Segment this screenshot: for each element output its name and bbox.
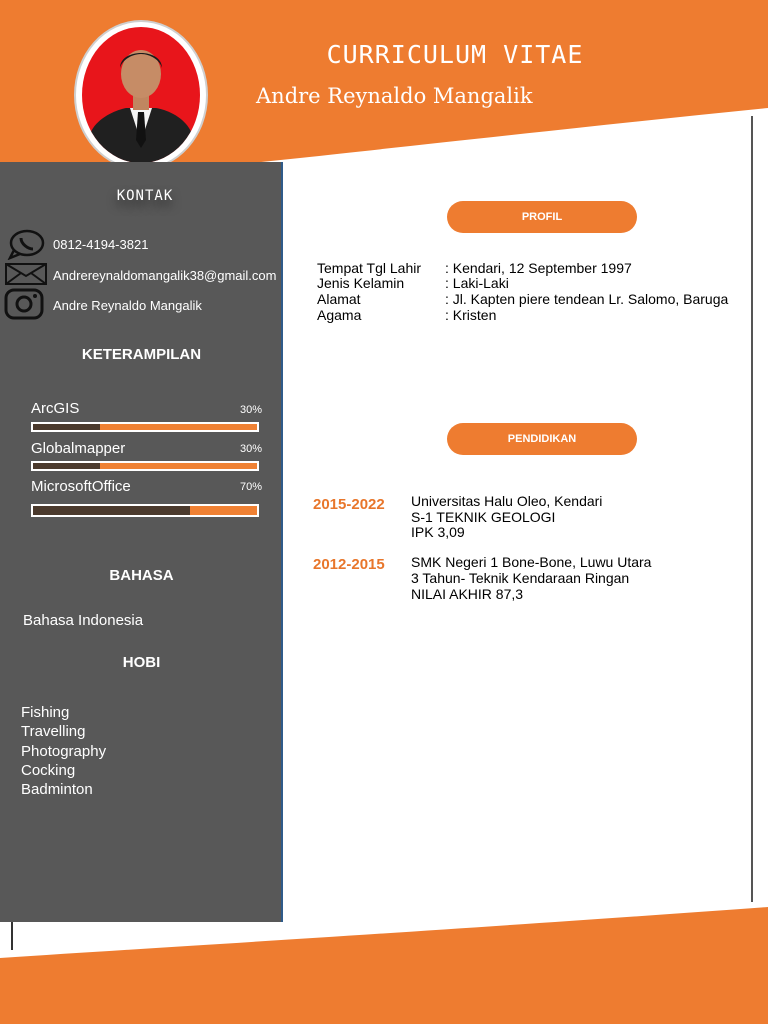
left-rule xyxy=(11,922,13,950)
skill-name: ArcGIS xyxy=(31,400,80,417)
skill-name: Globalmapper xyxy=(31,440,126,457)
contact-instagram[interactable]: Andre Reynaldo Mangalik xyxy=(53,298,202,313)
skill-bar-fill xyxy=(33,424,100,430)
cv-title: CURRICULUM VITAE xyxy=(326,40,584,69)
skill-percent: 70% xyxy=(239,481,262,493)
profile-photo xyxy=(74,20,208,170)
education-institution: SMK Negeri 1 Bone-Bone, Luwu Utara xyxy=(411,554,652,570)
person-name: Andre Reynaldo Mangalik xyxy=(256,84,533,108)
mail-icon xyxy=(4,262,48,291)
skill-bar-track xyxy=(33,506,257,515)
hobby-item: Cocking xyxy=(21,762,76,779)
education-program: S-1 TEKNIK GEOLOGI xyxy=(411,509,556,525)
education-years: 2012-2015 xyxy=(313,556,385,573)
skill-bar xyxy=(31,422,259,432)
profile-value: : Kristen xyxy=(445,307,497,323)
contact-email[interactable]: Andrereynaldomangalik38@gmail.com xyxy=(53,268,277,283)
profile-label: Tempat Tgl Lahir xyxy=(317,260,422,276)
contact-heading: KONTAK xyxy=(116,188,174,204)
footer-wave xyxy=(0,907,768,1024)
skill-percent: 30% xyxy=(239,443,262,455)
skill-bar-fill xyxy=(33,506,190,515)
profile-value: : Jl. Kapten piere tendean Lr. Salomo, Baruga xyxy=(445,291,729,307)
skill-name: MicrosoftOffice xyxy=(31,478,131,495)
whatsapp-icon xyxy=(6,228,46,265)
contact-phone[interactable]: 0812-4194-3821 xyxy=(53,237,149,252)
hobby-item: Badminton xyxy=(21,781,93,798)
education-score: IPK 3,09 xyxy=(411,524,465,540)
profile-value: : Kendari, 12 September 1997 xyxy=(445,260,632,276)
education-institution: Universitas Halu Oleo, Kendari xyxy=(411,493,603,509)
hobbies-heading: HOBI xyxy=(122,654,161,671)
language-heading: BAHASA xyxy=(109,567,174,584)
hobby-item: Travelling xyxy=(21,723,86,740)
profile-label: Jenis Kelamin xyxy=(317,275,405,291)
profile-label: Agama xyxy=(317,307,362,323)
education-years: 2015-2022 xyxy=(313,496,385,513)
right-rule xyxy=(751,116,753,902)
portrait-image xyxy=(76,22,206,168)
skill-bar-track xyxy=(33,463,257,469)
skill-percent: 30% xyxy=(239,404,262,416)
skill-bar-fill xyxy=(33,463,100,469)
education-program: 3 Tahun- Teknik Kendaraan Ringan xyxy=(411,570,630,586)
skill-bar-track xyxy=(33,424,257,430)
skills-heading: KETERAMPILAN xyxy=(81,346,202,363)
profile-label: Alamat xyxy=(317,291,361,307)
hobby-item: Photography xyxy=(21,743,107,760)
profile-heading: PROFIL xyxy=(447,201,637,233)
skill-bar xyxy=(31,504,259,517)
education-score: NILAI AKHIR 87,3 xyxy=(411,586,524,602)
hobby-item: Fishing xyxy=(21,704,70,721)
instagram-icon xyxy=(4,288,44,325)
skill-bar xyxy=(31,461,259,471)
education-heading: PENDIDIKAN xyxy=(447,423,637,455)
profile-value: : Laki-Laki xyxy=(445,275,509,291)
language-item: Bahasa Indonesia xyxy=(23,612,144,629)
